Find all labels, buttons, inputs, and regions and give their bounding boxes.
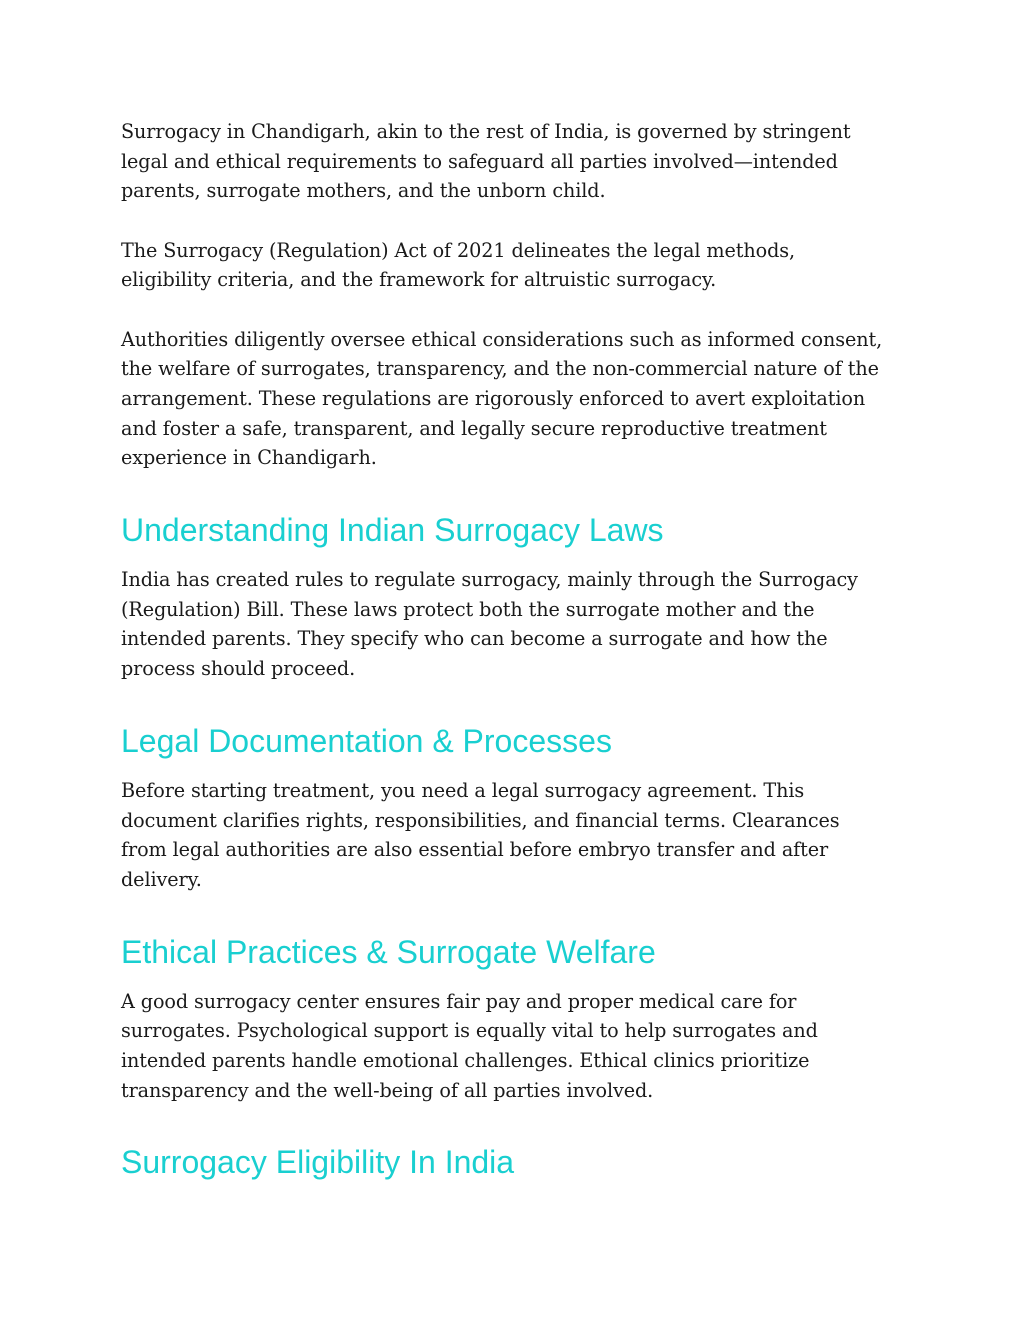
text-line: A good surrogacy center ensures fair pay and proper medical care for: [121, 989, 797, 1013]
section-heading-ethical-practices: Ethical Practices & Surrogate Welfare: [121, 933, 656, 970]
text-line: Before starting treatment, you need a legal surrogacy agreement. This: [121, 778, 805, 802]
text-line: Surrogacy in Chandigarh, akin to the rest of India, is governed by stringent: [121, 120, 851, 143]
text-line: experience in Chandigarh.: [121, 446, 377, 470]
text-line: the welfare of surrogates, transparency, and the non-commercial nature of the: [121, 357, 879, 381]
text-line: intended parents handle emotional challenges. Ethical clinics prioritize: [121, 1049, 810, 1073]
text-line: The Surrogacy (Regulation) Act of 2021 delineates the legal methods,: [121, 238, 796, 262]
text-line: process should proceed.: [121, 657, 356, 681]
text-line: delivery.: [121, 867, 202, 891]
text-line: India has created rules to regulate surrogacy, mainly through the Surrogacy: [121, 568, 858, 592]
text-line: document clarifies rights, responsibilities, and financial terms. Clearances: [121, 808, 840, 832]
text-line: surrogates. Psychological support is equally vital to help surrogates and: [121, 1019, 818, 1043]
intro-paragraph-2: [121, 236, 921, 295]
section-paragraph-ethical-practices: [121, 987, 921, 1106]
section-paragraph-legal-documentation: [121, 776, 921, 895]
text-line: parents, surrogate mothers, and the unborn child.: [121, 179, 606, 203]
text-line: intended parents. They specify who can become a surrogate and how the: [121, 627, 828, 651]
text-line: and foster a safe, transparent, and legally secure reproductive treatment: [121, 416, 827, 440]
text-line: transparency and the well-being of all parties involved.: [121, 1078, 654, 1102]
document-page: [121, 117, 921, 1182]
section-paragraph-surrogacy-laws: [121, 565, 921, 684]
text-line: from legal authorities are also essential before embryo transfer and after: [121, 838, 829, 862]
intro-paragraph-1: [121, 117, 921, 206]
intro-paragraph-3: [121, 325, 921, 474]
section-heading-legal-documentation: Legal Documentation & Processes: [121, 722, 612, 759]
section-heading-eligibility: Surrogacy Eligibility In India: [121, 1144, 515, 1181]
section-heading-surrogacy-laws: Understanding Indian Surrogacy Laws: [121, 512, 664, 549]
text-line: legal and ethical requirements to safeguard all parties involved—intended: [121, 149, 838, 173]
text-line: Authorities diligently oversee ethical considerations such as informed consent,: [121, 327, 883, 351]
text-line: (Regulation) Bill. These laws protect both the surrogate mother and the: [121, 597, 815, 621]
text-line: eligibility criteria, and the framework for altruistic surrogacy.: [121, 268, 717, 292]
text-line: arrangement. These regulations are rigorously enforced to avert exploitation: [121, 386, 866, 410]
